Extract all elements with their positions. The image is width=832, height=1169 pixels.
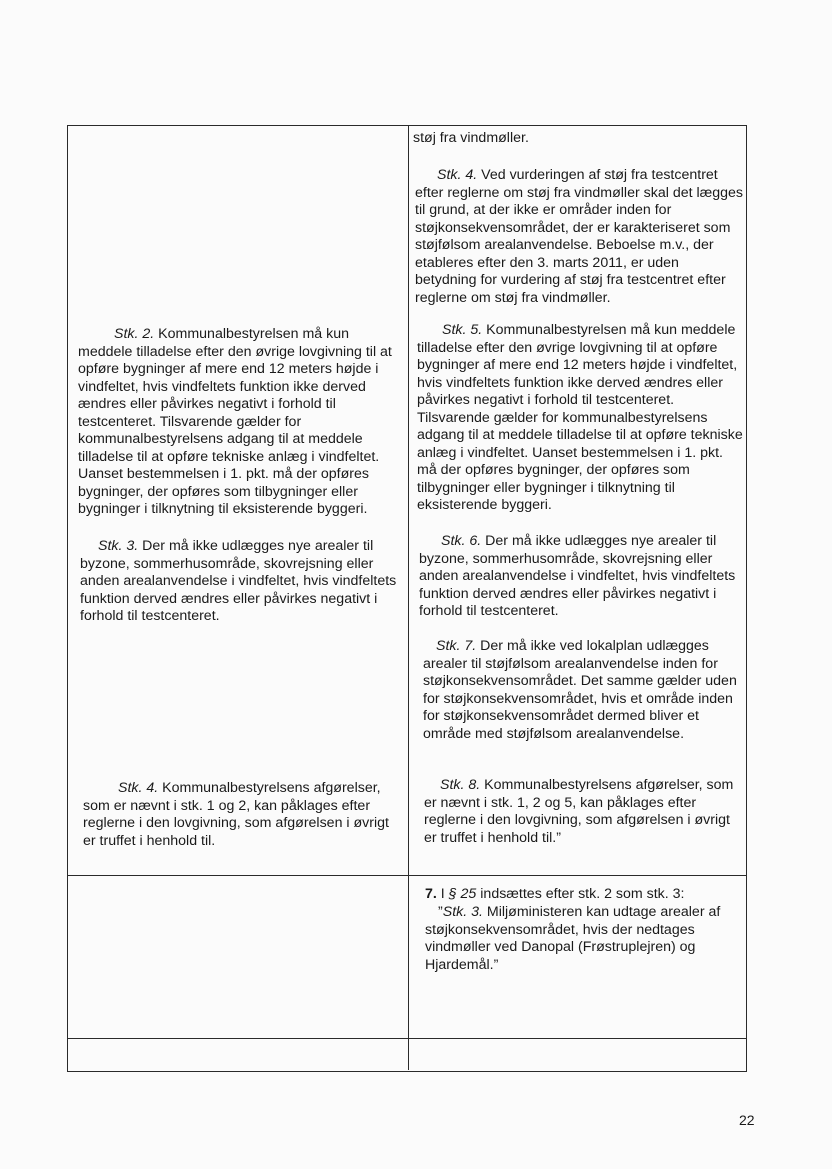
right-stk7-paragraph: Stk. 7. Der må ikke ved lokalplan udlægges arealer til støjfølsom arealanvendelse inden for støjkonsekvensområdet. Det samme gælder uden for støjkonsekvensområdet, hvis et område inden for støjkonsekvensområdet dermed bliver et område med støjfølsom arealanvendelse. — [423, 638, 737, 742]
stk-label: Stk. 7. — [436, 638, 477, 654]
column-divider — [408, 125, 409, 1070]
stk-label: Stk. 3. — [98, 538, 139, 554]
amendment-item-7: 7. I § 25 indsættes efter stk. 2 som stk. 3: — [425, 886, 685, 902]
left-stk2-paragraph: Stk. 2. Kommunalbestyrelsen må kun meddele tilladelse efter den øvrige lovgivning til at opføre bygninger af mere end 12 meters højde i vindfeltet, hvis vindfeltets funktion ikke derved ændres eller påvirkes negativt i forhold til testcenteret. Tilsvarende gælder for kommunalbestyrelsens adgang til at meddele tilladelse til at opføre tekniske anlæg i vindfeltet. Uanset bestemmelsen i 1. pkt. må der opføres bygninger, der opføres som tilbygninger eller bygninger i tilknytning til eksisterende byggeri. — [78, 326, 392, 517]
left-stk3-paragraph: Stk. 3. Der må ikke udlægges nye arealer til byzone, sommerhusområde, skovrejsning eller anden arealanvendelse i vindfeltet, hvis vindfeltets funktion derved ændres eller påvirkes negativt i forhold til testcenteret. — [80, 538, 397, 624]
right-stk6-paragraph: Stk. 6. Der må ikke udlægges nye arealer til byzone, sommerhusområde, skovrejsning eller anden arealanvendelse i vindfeltet, hvis vindfeltets funktion derved ændres eller påvirkes negativt i forhold til testcenteret. — [419, 533, 736, 619]
right-stk4-paragraph: Stk. 4. Ved vurderingen af støj fra testcentret efter reglerne om støj fra vindmøller skal det lægges til grund, at der ikke er områder inden for støjkonsekvensområdet, der er karakteriseret som støjfølsom arealanvendelse. Beboelse m.v., der etableres efter den 3. marts 2011, er uden betydning for vurdering af støj fra testcentret efter reglerne om støj fra vindmøller. — [415, 167, 744, 306]
page-number: 22 — [739, 1112, 755, 1128]
right-stk5-paragraph: Stk. 5. Kommunalbestyrelsen må kun meddele tilladelse efter den øvrige lovgivning til at opføre bygninger af mere end 12 meters højde i vindfeltet, hvis vindfeltets funktion ikke derved ændres eller påvirkes negativt i forhold til testcenteret. Tilsvarende gælder for kommunalbestyrelsens adgang til at meddele tilladelse til at opføre tekniske anlæg i vindfeltet. Uanset bestemmelsen i 1. pkt. må der opføres bygninger, der opføres som tilbygninger eller bygninger i tilknytning til eksisterende byggeri. — [417, 322, 743, 513]
right-top-fragment: støj fra vindmøller. — [413, 130, 529, 146]
amendment-item-7-quote: ”Stk. 3. Miljøministeren kan udtage arealer af støjkonsekvensområdet, hvis der nedtages vindmøller ved Danopal (Frøstruplejren) og Hjardemål.” — [425, 904, 721, 973]
row-divider-1 — [67, 875, 746, 876]
stk-label: Stk. 4. — [437, 167, 478, 183]
row-divider-2 — [67, 1038, 746, 1039]
right-stk8-paragraph: Stk. 8. Kommunalbestyrelsens afgørelser, som er nævnt i stk. 1, 2 og 5, kan påklages efter reglerne i den lovgivning, som afgørelsen i øvrigt er truffet i henhold til.” — [424, 777, 734, 846]
stk-label: Stk. 5. — [442, 322, 483, 338]
stk-label: Stk. 2. — [114, 326, 155, 342]
left-stk4-paragraph: Stk. 4. Kommunalbestyrelsens afgørelser, som er nævnt i stk. 1 og 2, kan påklages efter reglerne i den lovgivning, som afgørelsen i øvrigt er truffet i henhold til. — [83, 780, 389, 849]
stk-label: Stk. 4. — [118, 780, 159, 796]
stk-label: Stk. 6. — [441, 533, 482, 549]
stk-label: Stk. 8. — [440, 777, 481, 793]
